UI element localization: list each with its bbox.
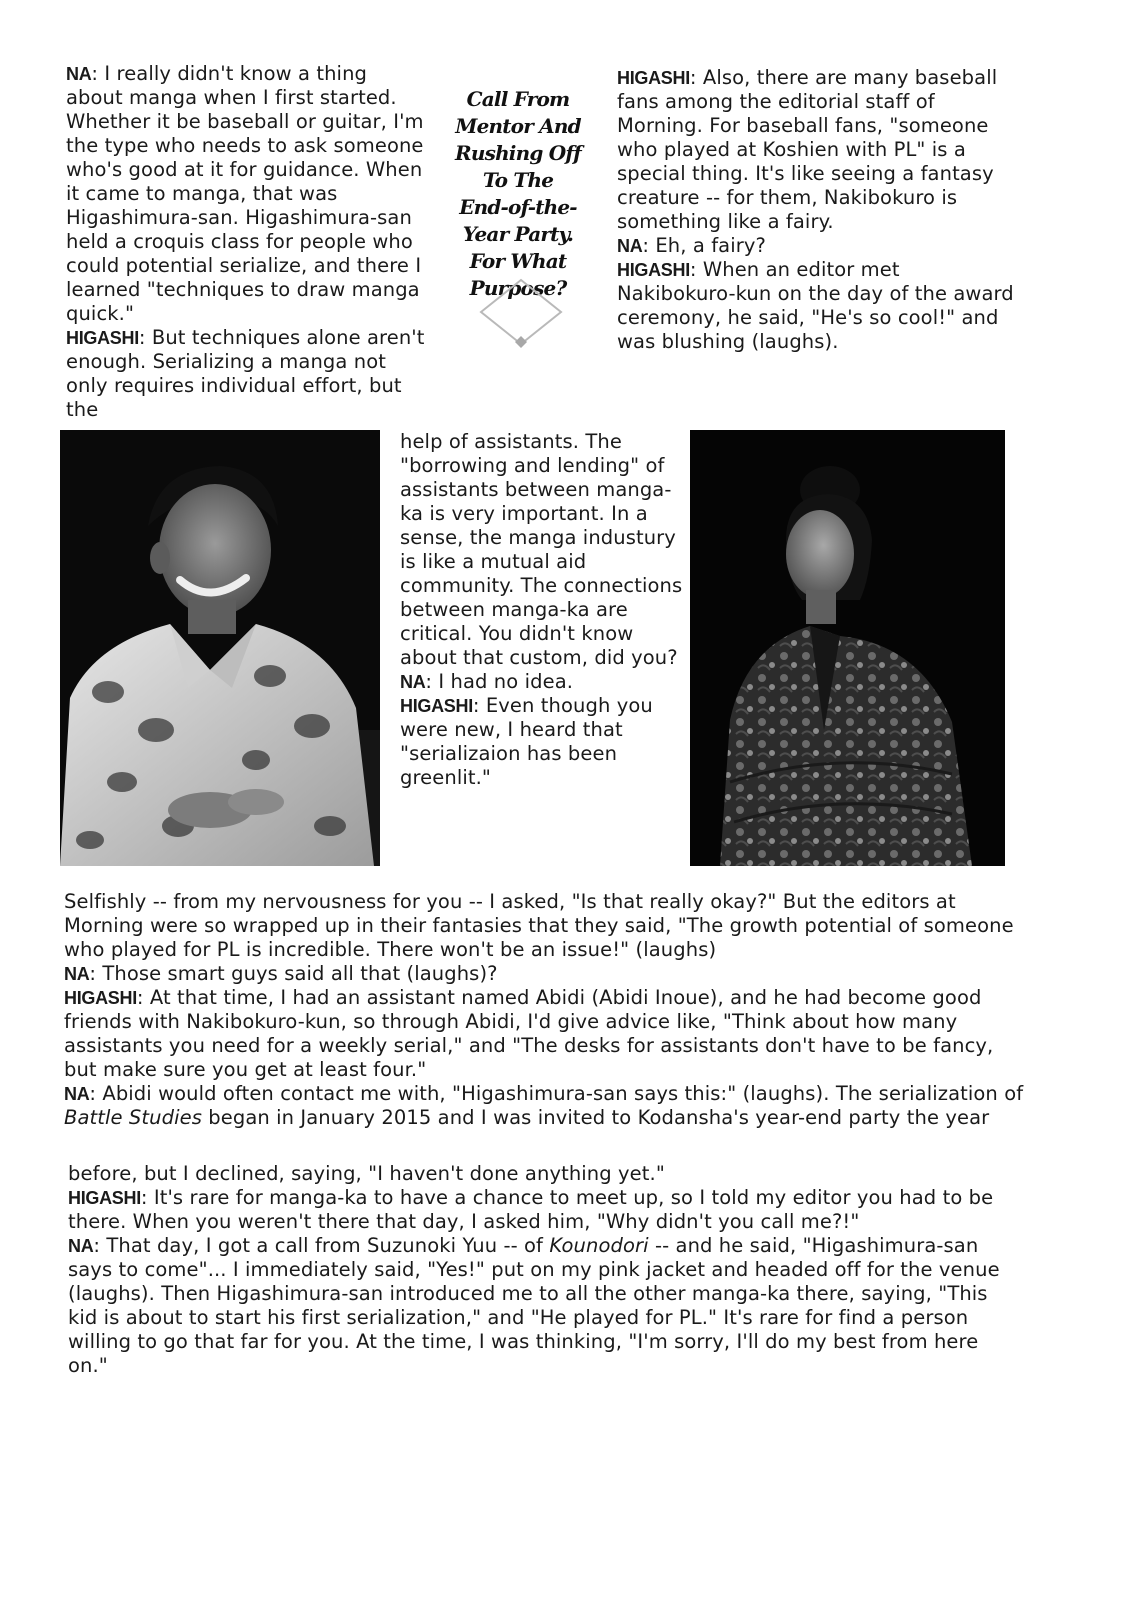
paragraph-text: Selfishly -- from my nervousness for you -- I asked, "Is that really okay?" But the editors at Morning were so wrapped up in their fantasies that they said, "The growth potential of someone who played for PL is incredible. There won't be an issue!" (laughs) [64, 890, 1014, 961]
paragraph-text: before, but I declined, saying, "I haven't done anything yet." [68, 1162, 665, 1185]
photo-higashimura [690, 430, 1005, 866]
paragraph-na-4 [64, 962, 1024, 986]
speaker-label: NA [64, 1084, 90, 1104]
speaker-label: NA [68, 1236, 94, 1256]
paragraph-text: : Eh, a fairy? [642, 234, 766, 257]
paragraph-higashi-5 [64, 986, 1024, 1082]
speaker-label: NA [617, 236, 643, 256]
paragraph-na-1 [66, 62, 426, 326]
paragraph-text: : Even though you were new, I heard that "serializaion has been greenlit." [400, 694, 653, 789]
paragraph-higashi-4 [400, 694, 690, 790]
photo-nakibokuro [60, 430, 380, 866]
paragraph-higashi-6 [68, 1186, 1018, 1234]
paragraph-na-2 [617, 234, 1017, 258]
column-middle [400, 430, 690, 790]
paragraph-text: : I had no idea. [425, 670, 574, 693]
paragraph-text: help of assistants. The "borrowing and lending" of assistants between manga-ka is very important. In a sense, the manga industury is like a mutual aid community. The connections between manga-ka are critical. You didn't know about that custom, did you? [400, 430, 683, 669]
paragraph-text: : I really didn't know a thing about manga when I first started. Whether it be baseball or guitar, I'm the type who needs to ask someone who's good at it for guidance. When it came to manga, that was Higashimura-san. Higashimura-san held a croquis class for people who could potential serialize, and there I learned "techniques to draw manga quick." [66, 62, 424, 325]
heading-line: End-of-the- [459, 195, 577, 219]
paragraph-text: : It's rare for manga-ka to have a chance to meet up, so I told my editor you had to be there. When you weren't there that day, I asked him, "Why didn't you call me?!" [68, 1186, 994, 1233]
baseball-diamond-icon [473, 276, 569, 356]
paragraph-text: : Those smart guys said all that (laughs)? [89, 962, 498, 985]
heading-line: Year Party. [462, 222, 574, 246]
paragraph-na-5 [64, 1082, 1024, 1130]
body-tail [68, 1162, 1018, 1378]
heading-line: To The [482, 168, 554, 192]
paragraph-higashi-3 [617, 258, 1017, 354]
body-main [64, 890, 1024, 1130]
speaker-label: NA [64, 964, 90, 984]
paragraph-text: -- and he said, "Higashimura-san says to come"... I immediately said, "Yes!" put on my pink jacket and headed off for the venue (laughs). Then Higashimura-san introduced me to all the other manga-ka there, saying, "This kid is about to start his first serialization," and "He played for PL." It's rare for find a person willing to go that far for you. At the time, I was thinking, "I'm sorry, I'll do my best from here on." [68, 1234, 1000, 1377]
speaker-label: HIGASHI [617, 68, 690, 88]
heading-line: Call From [466, 87, 570, 111]
paragraph-na-cont [68, 1162, 1018, 1186]
paragraph-higashi-1 [66, 326, 426, 422]
column-left [66, 62, 426, 422]
heading-line: Mentor And [455, 114, 581, 138]
speaker-label: NA [400, 672, 426, 692]
paragraph-higashi-cont [400, 430, 690, 670]
paragraph-higashi-2 [617, 66, 1017, 234]
paragraph-text: : That day, I got a call from Suzunoki Yuu -- of [93, 1234, 550, 1257]
heading-line: For What [469, 249, 567, 273]
speaker-label: NA [66, 64, 92, 84]
manga-title: Battle Studies [64, 1106, 202, 1129]
speaker-label: HIGASHI [68, 1188, 141, 1208]
heading-line: Rushing Off [455, 141, 581, 165]
manga-title: Kounodori [549, 1234, 649, 1257]
paragraph-text: : Also, there are many baseball fans among the editorial staff of Morning. For baseball fans, "someone who played at Koshien with PL" is a special thing. It's like seeing a fantasy creature -- for them, Nakibokuro is something like a fairy. [617, 66, 998, 233]
speaker-label: HIGASHI [66, 328, 139, 348]
paragraph-text: : But techniques alone aren't enough. Serializing a manga not only requires individual effort, but the [66, 326, 425, 421]
paragraph-higashi-cont-2 [64, 890, 1024, 962]
paragraph-text: : Abidi would often contact me with, "Higashimura-san says this:" (laughs). The serialization of [89, 1082, 1024, 1105]
paragraph-text: : At that time, I had an assistant named Abidi (Abidi Inoue), and he had become good friends with Nakibokuro-kun, so through Abidi, I'd give advice like, "Think about how many assistants you need for a weekly serial," and "The desks for assistants don't have to be fancy, but make sure you get at least four." [64, 986, 994, 1081]
speaker-label: HIGASHI [617, 260, 690, 280]
paragraph-text: : When an editor met Nakibokuro-kun on the day of the award ceremony, he said, "He's so cool!" and was blushing (laughs). [617, 258, 1014, 353]
section-heading [453, 86, 583, 302]
speaker-label: HIGASHI [400, 696, 473, 716]
column-right [617, 66, 1017, 354]
heading-line: Purpose? [469, 276, 567, 300]
speaker-label: HIGASHI [64, 988, 137, 1008]
paragraph-na-6 [68, 1234, 1018, 1378]
paragraph-text: began in January 2015 and I was invited to Kodansha's year-end party the year [201, 1106, 990, 1129]
paragraph-na-3 [400, 670, 690, 694]
